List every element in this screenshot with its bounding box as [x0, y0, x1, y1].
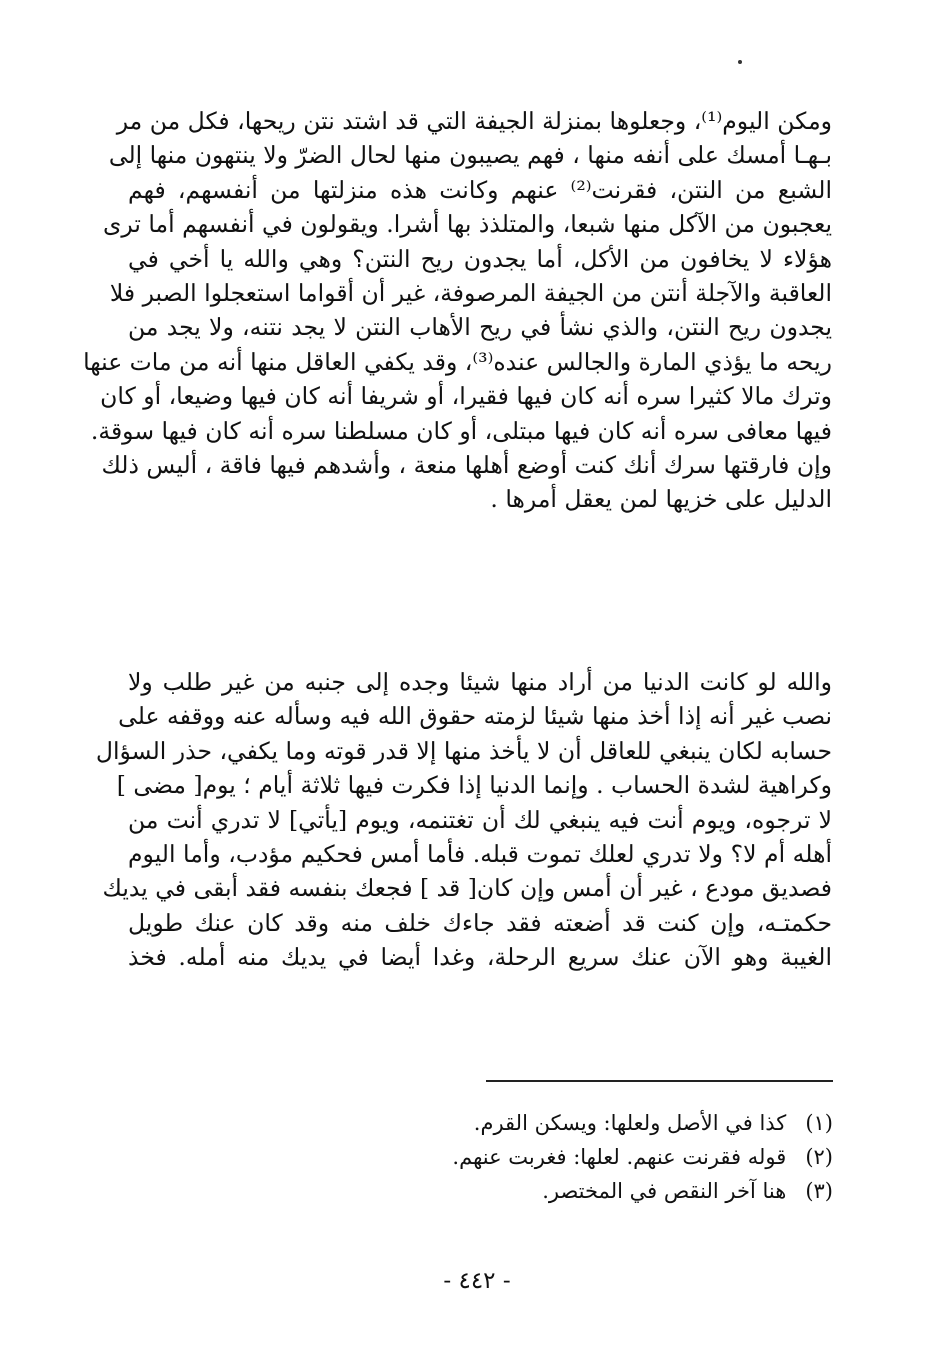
paragraph-1 [83, 104, 832, 517]
footnote-number: (٢) [805, 1145, 833, 1169]
footnote-text: كذا في الأصل ولعلها: ويسكن القرم. [473, 1111, 787, 1135]
text-line: أهله أم لا؟ ولا تدري لعلك تموت قبله. فأما أمس فحكيم مؤدب، وأما اليوم [128, 839, 832, 868]
text-line: حسابه لكان ينبغي للعاقل أن لا يأخذ منها إلا قدر قوته وما يكفي، حذر السؤال [95, 736, 832, 765]
text-line: يعجبون من الآكل منها شبعا، والمتلذذ بها أشرا. ويقولون في أنفسهم أما ترى [103, 210, 832, 239]
text-line: فصديق مودع ، غير أن أمس وإن كان[ قد ] فجعك بنفسه فقد أبقى في يديك [102, 874, 832, 903]
page-number: - ٤٤٢ - [443, 1268, 511, 1294]
footnote-text: قوله فقرنت عنهم. لعلها: فغربت عنهم. [452, 1145, 787, 1169]
text-line: لا ترجوه، ويوم أنت فيه ينبغي لك أن تغتنمه، ويوم [يأتي] لا تدري أنت من [128, 805, 832, 834]
text-line: الدليل على خزيها لمن يعقل أمرها . [490, 485, 832, 514]
footnote-divider [486, 1080, 833, 1082]
text-line: العاقبة والآجلة أنتن من الجيفة المرصوفة، غير أن أقواما استعجلوا الصبر فلا [109, 278, 832, 307]
text-line: الشبع من النتن، فقرنت⁽²⁾ عنهم وكانت هذه منزلتها من أنفسهم، فهم [128, 175, 832, 204]
footnote [300, 1140, 833, 1174]
text-line: والله لو كانت الدنيا من أراد منها شيئا وجده إلى جنبه من غير طلب ولا [128, 668, 832, 696]
text-line: نصب غير أنه إذا أخذ منها شيئا لزمته حقوق الله فيه وسأله عنه ووقفه على [118, 702, 832, 731]
footnote-number: (٣) [805, 1179, 833, 1203]
footnotes [300, 1106, 833, 1208]
footnote-number: (١) [805, 1111, 833, 1135]
text-line: وترك مالا كثيرا سره أنه كان فيها فقيرا، أو شريفا أنه كان فيها وضيعا، أو كان [100, 382, 832, 411]
text-line: هؤلاء لا يخافون من الأكل، أما يجدون ريح النتن؟ وهي والله يا أخي في [128, 244, 832, 273]
text-line: فيها معافى سره أنه كان فيها مبتلى، أو كان مسلطنا سره أنه كان فيها سوقة. [90, 416, 832, 445]
text-line: وكراهية لشدة الحساب . وإنما الدنيا إذا فكرت فيها ثلاثة أيام ؛ يوم[ مضى ] [116, 771, 832, 800]
text-line: حكمتـه، وإن كنت قد أضعته فقد جاءك خلف منه وقد كان عنك طويل [128, 908, 832, 937]
text-line: يجدون ريح النتن، والذي نشأ في ريح الأهاب النتن لا يجد نتنه، ولا يجد من [128, 313, 832, 342]
text-line: ريحه ما يؤذي المارة والجالس عنده⁽³⁾، وقد يكفي العاقل منها أنه من مات عنها [83, 347, 832, 376]
text-line: وإن فارقتها سرك أنك كنت أوضع أهلها منعة ، وأشدهم فيها فاقة ، أليس ذلك [101, 450, 832, 479]
paragraph-2 [95, 665, 832, 975]
text-line: بـهـا أمسك على أنفه منها ، فهم يصيبون منها لحال الضرّ ولا ينتهون منها إلى [108, 141, 832, 170]
text-line: ومكن اليوم⁽¹⁾، وجعلوها بمنزلة الجيفة التي قد اشتد نتن ريحها، فكل من مر [116, 107, 832, 135]
footnote [300, 1106, 833, 1140]
footnote [300, 1174, 833, 1208]
footnote-text: هنا آخر النقص في المختصر. [542, 1179, 787, 1203]
decorative-dot [738, 60, 742, 64]
text-line: الغيبة وهو الآن عنك سريع الرحلة، وغدا أيضا في يديك منه أمله. فخذ [128, 943, 832, 972]
